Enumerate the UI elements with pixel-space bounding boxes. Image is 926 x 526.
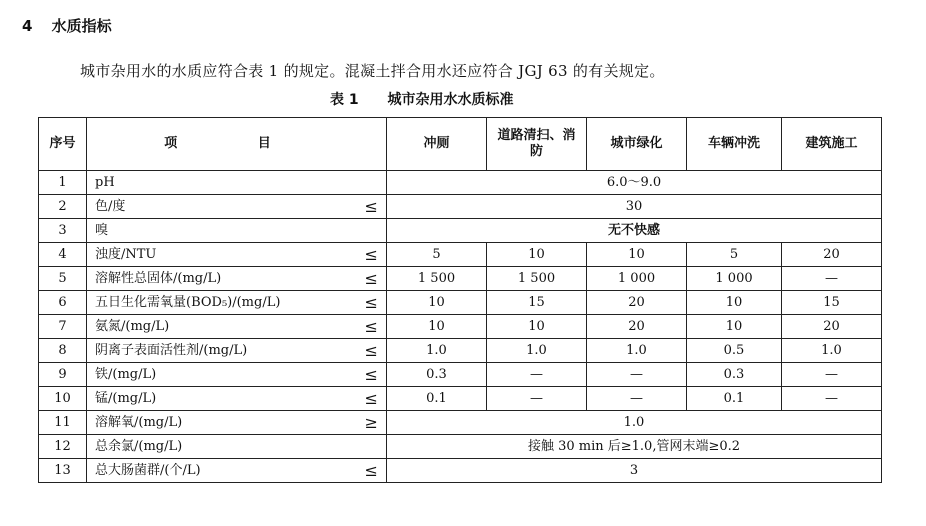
- row-merged-value: 6.0～9.0: [387, 171, 882, 195]
- row-seq: 8: [39, 339, 87, 363]
- row-value: —: [487, 363, 587, 387]
- header-seq: 序号: [39, 118, 87, 171]
- row-value: —: [782, 363, 882, 387]
- row-seq: 3: [39, 219, 87, 243]
- table-row: [39, 459, 882, 483]
- row-value: —: [587, 363, 687, 387]
- row-comparator: ≤: [357, 195, 387, 219]
- row-item: 阴离子表面活性剂/(mg/L): [87, 339, 357, 363]
- row-item: 总余氯/(mg/L): [87, 435, 357, 459]
- row-item: 色/度: [87, 195, 357, 219]
- row-merged-value: 1.0: [387, 411, 882, 435]
- row-value: —: [587, 387, 687, 411]
- row-value: 10: [687, 291, 782, 315]
- table-row: [39, 171, 882, 195]
- row-value: 10: [587, 243, 687, 267]
- row-value: 1 000: [587, 267, 687, 291]
- row-value: 20: [782, 315, 882, 339]
- row-value: 1 000: [687, 267, 782, 291]
- table-row: [39, 315, 882, 339]
- row-merged-value: 接触 30 min 后≥1.0,管网末端≥0.2: [387, 435, 882, 459]
- row-item: 溶解氧/(mg/L): [87, 411, 357, 435]
- table-caption-number: 表 1: [330, 92, 359, 108]
- row-seq: 13: [39, 459, 87, 483]
- row-value: 20: [782, 243, 882, 267]
- row-comparator: ≤: [357, 363, 387, 387]
- row-value: 1.0: [387, 339, 487, 363]
- row-value: 0.3: [387, 363, 487, 387]
- row-value: 10: [487, 315, 587, 339]
- table-caption-title: 城市杂用水水质标准: [387, 92, 514, 108]
- water-quality-table: [38, 117, 882, 483]
- row-seq: 9: [39, 363, 87, 387]
- row-comparator: ≥: [357, 411, 387, 435]
- table-row: [39, 291, 882, 315]
- row-merged-value: 30: [387, 195, 882, 219]
- row-comparator: [357, 219, 387, 243]
- row-value: 5: [687, 243, 782, 267]
- row-comparator: ≤: [357, 243, 387, 267]
- row-value: 15: [782, 291, 882, 315]
- row-value: 20: [587, 315, 687, 339]
- row-comparator: [357, 435, 387, 459]
- row-value: 0.1: [387, 387, 487, 411]
- row-seq: 5: [39, 267, 87, 291]
- row-value: —: [782, 267, 882, 291]
- table-body: [39, 171, 882, 483]
- table-row: [39, 219, 882, 243]
- row-item: 嗅: [87, 219, 357, 243]
- row-value: 1.0: [587, 339, 687, 363]
- row-value: 20: [587, 291, 687, 315]
- row-value: 1.0: [782, 339, 882, 363]
- row-comparator: ≤: [357, 267, 387, 291]
- body-paragraph: 城市杂用水的水质应符合表 1 的规定。混凝土拌合用水还应符合 JGJ 63 的有关规定。: [80, 62, 665, 80]
- row-comparator: ≤: [357, 315, 387, 339]
- table-row: [39, 363, 882, 387]
- row-seq: 4: [39, 243, 87, 267]
- row-value: 1 500: [487, 267, 587, 291]
- header-flush: 冲厕: [387, 118, 487, 171]
- row-item: 总大肠菌群/(个/L): [87, 459, 357, 483]
- row-item: pH: [87, 171, 357, 195]
- row-item: 五日生化需氧量(BOD₅)/(mg/L): [87, 291, 357, 315]
- row-value: —: [487, 387, 587, 411]
- row-value: 10: [687, 315, 782, 339]
- row-item: 锰/(mg/L): [87, 387, 357, 411]
- row-item: 氨氮/(mg/L): [87, 315, 357, 339]
- row-comparator: ≤: [357, 387, 387, 411]
- section-number: 4: [22, 17, 33, 35]
- row-item: 浊度/NTU: [87, 243, 357, 267]
- row-value: 5: [387, 243, 487, 267]
- table-row: [39, 195, 882, 219]
- row-value: 0.3: [687, 363, 782, 387]
- row-value: 0.5: [687, 339, 782, 363]
- row-value: 1 500: [387, 267, 487, 291]
- row-item: 溶解性总固体/(mg/L): [87, 267, 357, 291]
- row-seq: 1: [39, 171, 87, 195]
- row-seq: 2: [39, 195, 87, 219]
- table-row: [39, 267, 882, 291]
- header-road: 道路清扫、消防: [487, 118, 587, 171]
- header-item: 项 目: [87, 118, 387, 171]
- row-seq: 12: [39, 435, 87, 459]
- header-car: 车辆冲洗: [687, 118, 782, 171]
- row-value: 10: [487, 243, 587, 267]
- table-header-row: [39, 118, 882, 171]
- row-merged-value: 3: [387, 459, 882, 483]
- row-value: 1.0: [487, 339, 587, 363]
- row-value: 10: [387, 315, 487, 339]
- section-heading: [22, 15, 112, 36]
- row-merged-value: 无不快感: [387, 219, 882, 243]
- row-value: 15: [487, 291, 587, 315]
- row-comparator: ≤: [357, 291, 387, 315]
- row-seq: 7: [39, 315, 87, 339]
- row-comparator: [357, 171, 387, 195]
- row-seq: 6: [39, 291, 87, 315]
- table-row: [39, 411, 882, 435]
- table-row: [39, 243, 882, 267]
- row-item: 铁/(mg/L): [87, 363, 357, 387]
- row-seq: 11: [39, 411, 87, 435]
- table-row: [39, 435, 882, 459]
- row-comparator: ≤: [357, 339, 387, 363]
- header-green: 城市绿化: [587, 118, 687, 171]
- row-value: 0.1: [687, 387, 782, 411]
- table-caption: [330, 89, 514, 109]
- row-comparator: ≤: [357, 459, 387, 483]
- row-value: 10: [387, 291, 487, 315]
- header-build: 建筑施工: [782, 118, 882, 171]
- row-value: —: [782, 387, 882, 411]
- table-row: [39, 387, 882, 411]
- section-title: 水质指标: [51, 17, 112, 35]
- table-row: [39, 339, 882, 363]
- row-seq: 10: [39, 387, 87, 411]
